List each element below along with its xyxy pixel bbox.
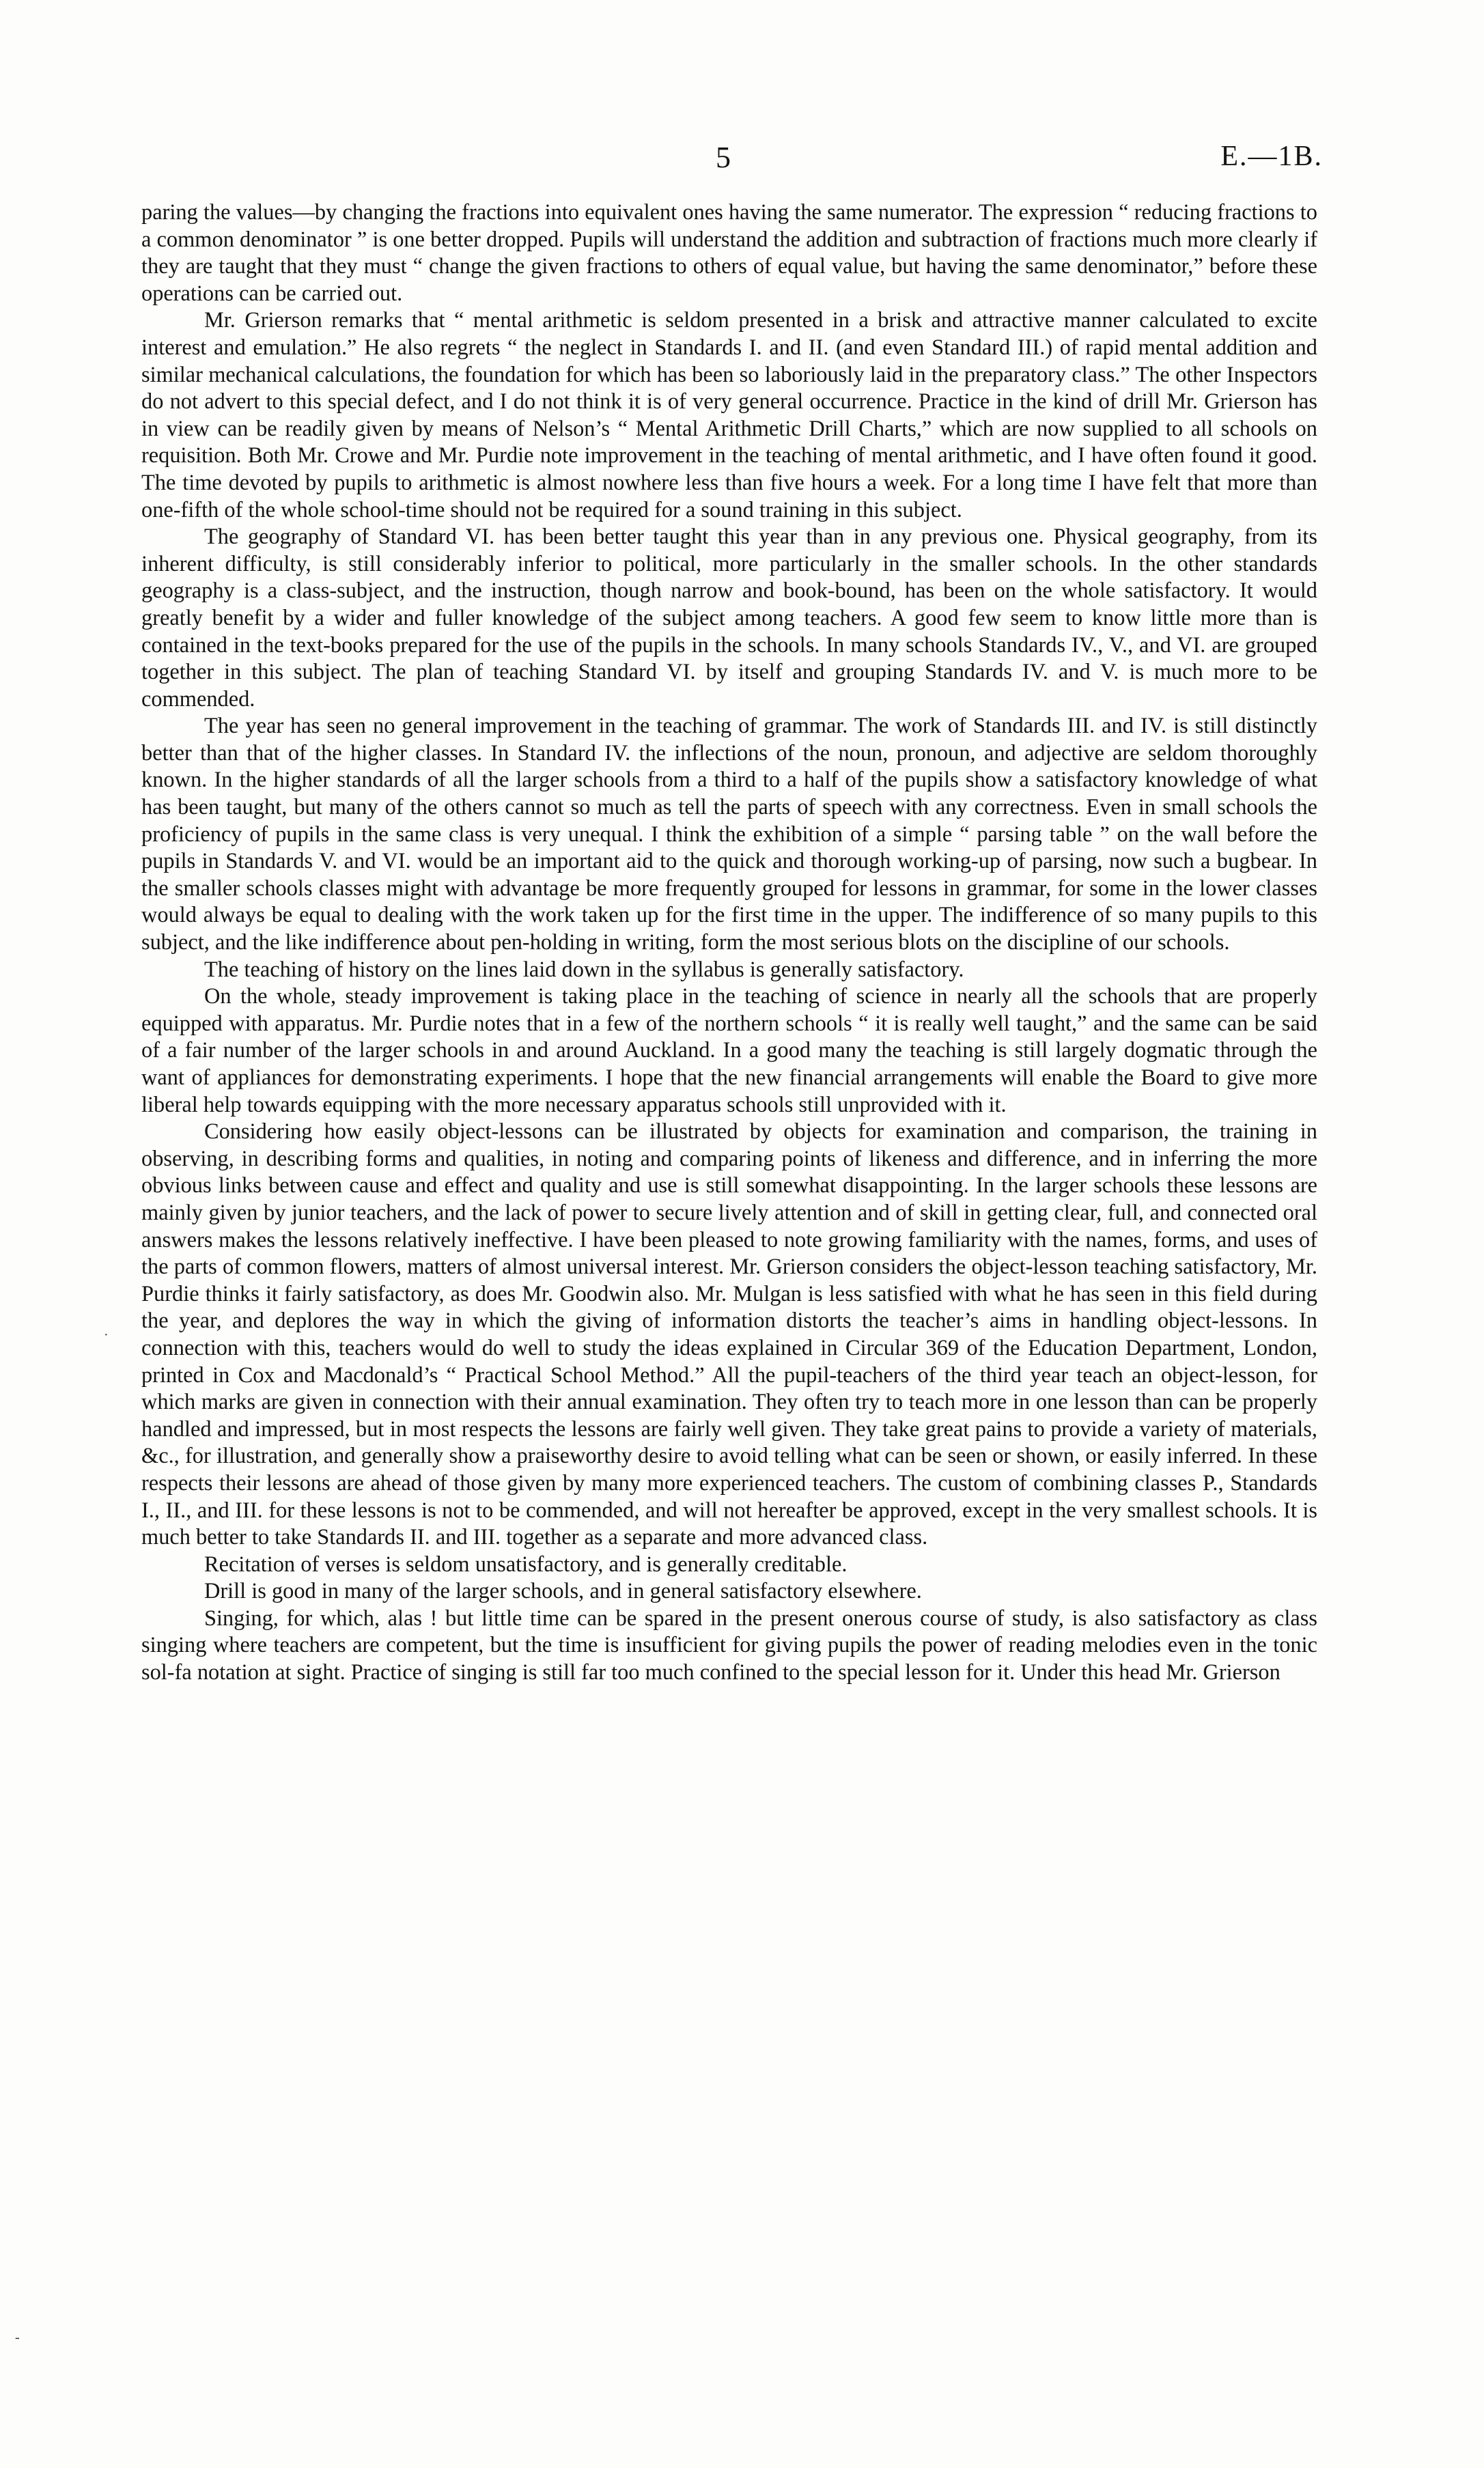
paragraph-grammar: The year has seen no general improvement in the teaching of grammar. The work of Standards III. and IV. is still distinctly better than that of the higher classes. In Standard IV. the inflections of the noun, pronoun, and adjective are seldom thoroughly known. In the higher standards of all the larger schools from a third to a half of the pupils show a satisfactory knowledge of what has been taught, but many of the others cannot so much as tell the parts of speech with any correctness. Even in small schools the proficiency of pupils in the same class is very unequal. I think the exhibition of a simple “ parsing table ” on the wall before the pupils in Standards V. and VI. would be an important aid to the quick and thorough working-up of parsing, now such a bugbear. In the smaller schools classes might with advantage be more frequently grouped for lessons in grammar, for some in the lower classes would always be equal to dealing with the work taken up for the first time in the upper. The indifference of so many pupils to this subject, and the like indifference about pen-holding in writing, form the most serious blots on the discipline of our schools. [141,714,1317,955]
paragraph-singing: Singing, for which, alas ! but little time can be spared in the present onerous course of study, is also satisfactory as class singing where teachers are competent, but the time is insufficient for giving pupils the power of reading melodies even in the tonic sol-fa notation at sight. Practice of singing is still far too much confined to the special lesson for it. Under this head Mr. Grierson [141,1605,1317,1685]
body-text [141,199,1317,1687]
paragraph-drill: Drill is good in many of the larger schools, and in general satisfactory elsewhere. [204,1579,922,1604]
paragraph-recitation: Recitation of verses is seldom unsatisfactory, and is generally creditable. [204,1552,848,1577]
page-header [0,140,1484,181]
paragraph-fractions-continued: paring the values—by changing the fractions into equivalent ones having the same numerator. The expression “ reducing fractions to a common denominator ” is one better dropped. Pupils will understand the addition and subtraction of fractions much more clearly if they are taught that they must “ change the given fractions to others of equal value, but having the same denominator,” before these operations can be carried out. [141,200,1317,306]
page-number: 5 [716,141,731,174]
paragraph-mental-arithmetic: Mr. Grierson remarks that “ mental arithmetic is seldom presented in a brisk and attractive manner calculated to excite interest and emulation.” He also regrets “ the neglect in Standards I. and II. (and even Standard III.) of rapid mental addition and similar mechanical calculations, the foundation for which has been so laboriously laid in the preparatory class.” The other Inspectors do not advert to this special defect, and I do not think it is of very general occurrence. Practice in the kind of drill Mr. Grierson has in view can be readily given by means of Nelson’s “ Mental Arithmetic Drill Charts,” which are now supplied to all schools on requisition. Both Mr. Crowe and Mr. Purdie note improvement in the teaching of mental arithmetic, and I have often found it good. The time devoted by pupils to arithmetic is almost nowhere less than five hours a week. For a long time I have felt that more than one-fifth of the whole school-time should not be required for a sound training in this subject. [141,308,1317,522]
margin-speck: - [15,2330,20,2345]
paragraph-object-lessons: Considering how easily object-lessons can be illustrated by objects for examination and comparison, the training in observing, in describing forms and qualities, in noting and comparing points of likeness and difference, and in inferring the more obvious links between cause and effect and quality and use is still somewhat disappointing. In the larger schools these lessons are mainly given by junior teachers, and the lack of power to secure lively attention and of skill in getting clear, full, and connected oral answers makes the lessons relatively ineffective. I have been pleased to note growing familiarity with the names, forms, and uses of the parts of common flowers, matters of almost universal interest. Mr. Grierson considers the object-lesson teaching satisfactory, Mr. Purdie thinks it fairly satisfactory, as does Mr. Goodwin also. Mr. Mulgan is less satisfied with what he has seen in this field during the year, and deplores the way in which the giving of information distorts the teacher’s aims in handling object-lessons. In connection with this, teachers would do well to study the ideas explained in Circular 369 of the Education Department, London, printed in Cox and Macdonald’s “ Practical School Method.” All the pupil-teachers of the third year teach an object-lesson, for which marks are given in connection with their annual examination. They often try to teach more in one lesson than can be properly handled and impressed, but in most respects the lessons are fairly well given. They take great pains to provide a variety of materials, &c., for illustration, and generally show a praiseworthy desire to avoid telling what can be seen or shown, or easily inferred. In these respects their lessons are ahead of those given by many more experienced teachers. The custom of combining classes P., Standards I., II., and III. for these lessons is not to be commended, and will not hereafter be approved, except in the very smallest schools. It is much better to take Standards II. and III. together as a separate and more advanced class. [141,1119,1317,1550]
document-reference: E.—1B. [1220,141,1323,172]
paragraph-geography: The geography of Standard VI. has been better taught this year than in any previous one. Physical geography, from its inherent difficulty, is still considerably inferior to political, more particularly in the smaller schools. In the other standards geography is a class-subject, and the instruction, though narrow and book-bound, has been on the whole satisfactory. It would greatly benefit by a wider and fuller knowledge of the subject among teachers. A good few seem to know little more than is contained in the text-books prepared for the use of the pupils in the schools. In many schools Standards IV., V., and VI. are grouped together in this subject. The plan of teaching Standard VI. by itself and grouping Standards IV. and V. is much more to be commended. [141,524,1317,712]
paragraph-history: The teaching of history on the lines laid down in the syllabus is generally satisfactory. [204,957,964,982]
margin-speck: · [104,1328,109,1343]
paragraph-science: On the whole, steady improvement is taking place in the teaching of science in nearly all the schools that are properly equipped with apparatus. Mr. Purdie notes that in a few of the northern schools “ it is really well taught,” and the same can be said of a fair number of the larger schools in and around Auckland. In a good many the teaching is still largely dogmatic through the want of appliances for demonstrating experiments. I hope that the new financial arrangements will enable the Board to give more liberal help towards equipping with the more necessary apparatus schools still unprovided with it. [141,984,1317,1117]
